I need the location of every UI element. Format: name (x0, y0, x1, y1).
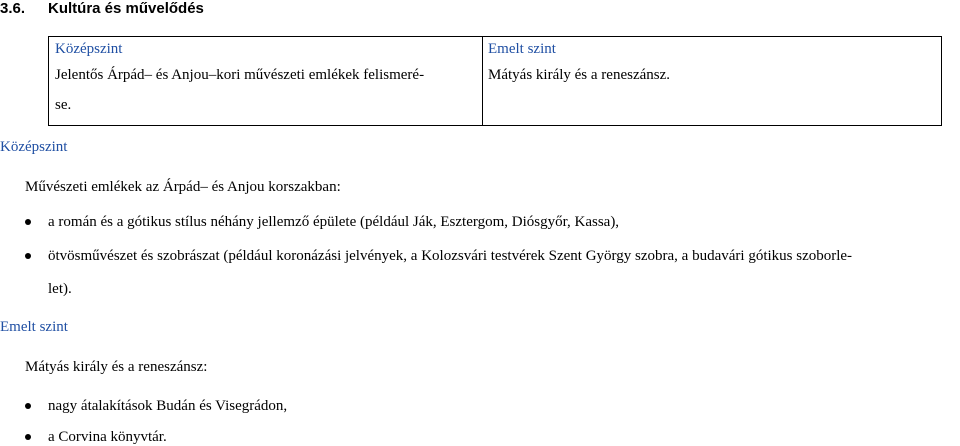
table-kozep-line1: Jelentős Árpád– és Anjou–kori művészeti emlékek felismeré- (55, 67, 425, 83)
section-number: 3.6. (0, 0, 26, 17)
kozep-intro: Művészeti emlékek az Árpád– és Anjou korszakban: (25, 179, 341, 195)
emelt-bullet-2: a Corvina könyvtár. (48, 429, 167, 445)
section-title: Kultúra és művelődés (48, 0, 204, 17)
table-kozep-label: Középszint (55, 41, 123, 57)
emelt-bullet-1: nagy átalakítások Budán és Visegrádon, (48, 398, 288, 414)
table-emelt-label: Emelt szint (488, 41, 556, 57)
kozep-bullet-2-cont: let). (48, 281, 72, 297)
bullet-icon (25, 403, 31, 409)
kozep-heading: Középszint (0, 139, 68, 155)
table-divider (482, 37, 483, 125)
kozep-bullet-2: ötvösművészet és szobrászat (például koronázási jelvények, a Kolozsvári testvérek Szent György szobra, a budavári gótikus szoborle- (48, 248, 853, 264)
table-kozep-line2: se. (55, 97, 72, 113)
emelt-heading: Emelt szint (0, 319, 68, 335)
kozep-bullet-1: a román és a gótikus stílus néhány jellemző épülete (például Ják, Esztergom, Diósgyőr, Kassa), (48, 214, 620, 230)
bullet-icon (25, 434, 31, 440)
bullet-icon (25, 219, 31, 225)
bullet-icon (25, 253, 31, 259)
table-emelt-line1: Mátyás király és a reneszánsz. (488, 67, 671, 83)
emelt-intro: Mátyás király és a reneszánsz: (25, 359, 208, 375)
